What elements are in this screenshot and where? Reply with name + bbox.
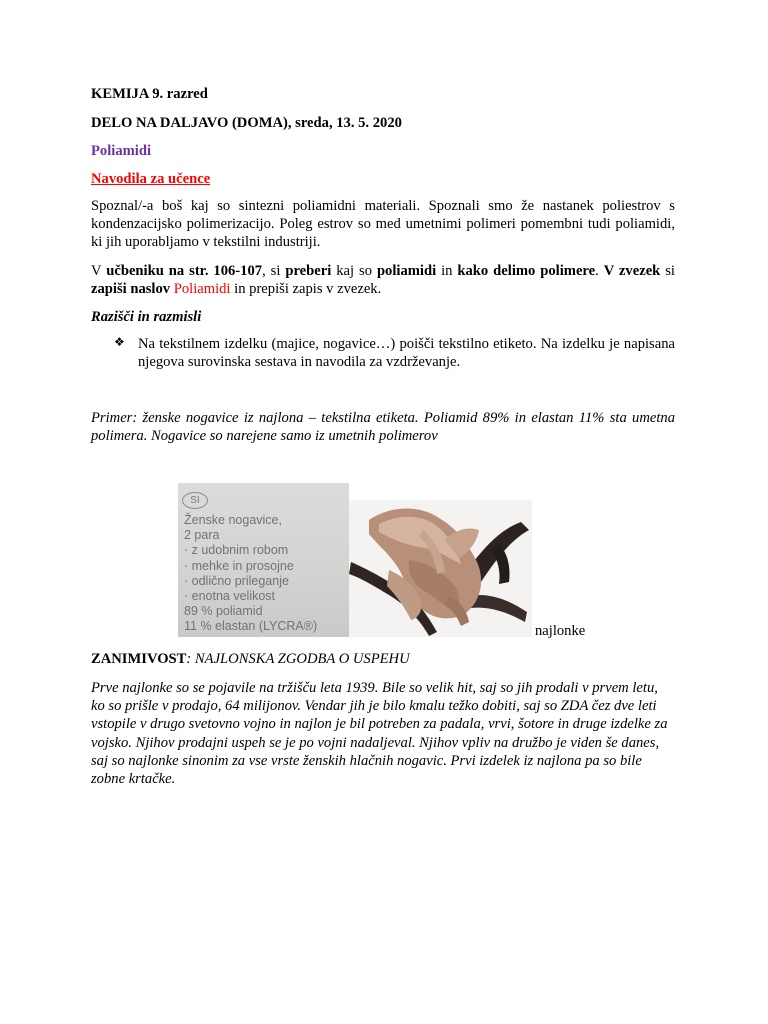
explore-bullet xyxy=(114,335,675,371)
task-textbook-pages: učbeniku na str. 106-107 xyxy=(106,263,263,279)
fun-fact-paragraph: Prve najlonke so se pojavile na tržišču leta 1939. Bile so velik hit, saj so jih prodali v prvem letu, ko so prišle v prodajo, 64 milijonov. Vendar jih je bilo kmalu težko dobiti, saj so ZDA čez dve leti vstopile v drugo svetovno vojno in najlon je bil potreben za padala, vrvi, šotore in druge izdelke za vojsko. Njihov prodajni uspeh se je po vojni nadaljeval. Njihov vpliv na družbo je viden še danes, saj so najlonke sinonim za vse vrste ženskih hlačnih nogavic. Prvi izdelek iz najlona pa so bile zobne krtačke. xyxy=(91,680,668,788)
task-text: , si xyxy=(262,263,286,279)
instructions-heading xyxy=(91,171,675,188)
fun-fact-title: : NAJLONSKA ZGODBA O USPEHU xyxy=(186,651,410,667)
intro-paragraph: Spoznal/-a boš kaj so sintezni poliamidni materiali. Spoznali smo že nastanek poliestrov s kondenzacijsko polimerizacijo. Poleg estrov so med umetnimi polimeri pomembni tudi poliamidi, ki jih uporabljamo v tekstilni industriji. xyxy=(91,198,675,250)
task-title-word: Poliamidi xyxy=(173,281,231,297)
explore-heading: Razišči in razmisli xyxy=(91,309,202,325)
country-badge: SI xyxy=(182,492,208,509)
instructions-title: Navodila za učence xyxy=(91,171,211,187)
label-line: 11 % elastan (LYCRA®) xyxy=(184,619,318,634)
task-notebook: V zvezek xyxy=(603,263,661,279)
task-text: V xyxy=(91,263,107,279)
task-write-title: zapiši naslov xyxy=(91,281,171,297)
label-lines xyxy=(184,513,317,635)
topic-title: Poliamidi xyxy=(91,143,151,159)
task-text: . xyxy=(595,263,604,279)
task-text: in prepiši zapis v zvezek. xyxy=(230,281,382,297)
label-line: · odlično prileganje xyxy=(184,573,289,588)
label-line: Ženske nogavice, xyxy=(184,513,282,527)
label-line: · enotna velikost xyxy=(184,589,276,604)
task-polyamides: poliamidi xyxy=(376,263,437,279)
photo-caption: najlonke xyxy=(535,623,586,639)
label-line: · mehke in prosojne xyxy=(184,558,294,573)
task-text: in xyxy=(436,263,458,279)
task-text: kaj so xyxy=(331,263,377,279)
textile-label-image xyxy=(178,483,349,637)
diamond-bullet-icon: ❖ xyxy=(114,335,125,349)
stockings-photo xyxy=(349,500,532,637)
task-polymer-division: kako delimo polimere xyxy=(457,263,596,279)
fun-fact-heading xyxy=(91,651,675,668)
task-read: preberi xyxy=(285,263,332,279)
date-line: DELO NA DALJAVO (DOMA), sreda, 13. 5. 2020 xyxy=(91,115,402,131)
task-text: si xyxy=(660,263,675,279)
label-line: · z udobnim robom xyxy=(184,543,289,558)
subject-line: KEMIJA 9. razred xyxy=(91,86,208,102)
task-paragraph xyxy=(91,262,675,298)
fun-fact-label: ZANIMIVOST xyxy=(91,651,187,667)
example-paragraph: Primer: ženske nogavice iz najlona – tekstilna etiketa. Poliamid 89% in elastan 11% sta umetna polimera. Nogavice so narejene samo iz umetnih polimerov xyxy=(91,410,675,444)
explore-bullet-text: Na tekstilnem izdelku (majice, nogavice…) poišči tekstilno etiketo. Na izdelku je napisana njegova surovinska sestava in navodila za vzdrževanje. xyxy=(138,336,675,370)
label-line: 2 para xyxy=(184,528,220,543)
label-line: 89 % poliamid xyxy=(184,604,263,619)
